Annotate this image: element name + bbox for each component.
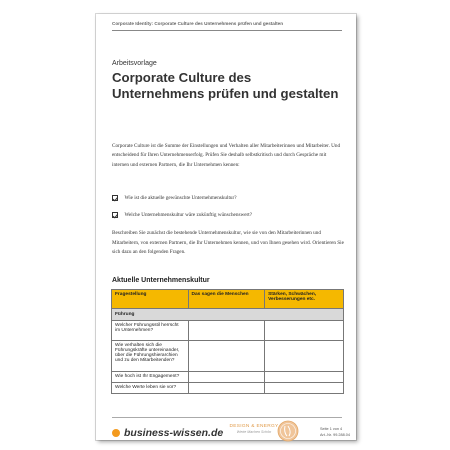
page-number: Seite 1 von 4 — [320, 427, 343, 431]
page-title: Corporate Culture des Unternehmens prüfen und gestalten — [112, 70, 339, 101]
checkbox-icon — [112, 195, 118, 201]
table-row — [112, 321, 344, 341]
table-section-row — [112, 309, 344, 321]
table-row — [112, 341, 344, 372]
brand-dot-icon — [112, 429, 120, 437]
design-logo-tagline: Werte Machen Schön — [236, 430, 272, 434]
design-energy-logo — [226, 424, 282, 434]
notes-cell[interactable] — [265, 383, 344, 394]
checkbox-icon — [112, 212, 118, 218]
brand-logo[interactable] — [112, 427, 223, 439]
table-title: Aktuelle Unternehmenskultur — [112, 277, 210, 284]
seal-icon — [277, 420, 299, 442]
checklist-item-label: Wie ist die aktuelle gewünschte Unternehmenskultur? — [124, 195, 237, 201]
page-info — [320, 426, 350, 438]
column-header: Das sagen die Menschen — [188, 290, 265, 309]
describe-paragraph: Beschreiben Sie zunächst die bestehende Unternehmenskultur, wie sie von den Mitarbeiterinnen und Mitarbeitern, von externen Partnern, die Ihr Unternehmen kennen, und von Ihnen gesehen wird. Orientieren Sie sich dazu an den folgenden Fragen. — [112, 230, 344, 255]
checklist-item — [112, 195, 237, 201]
table-header-row — [112, 290, 344, 309]
question-cell: Welcher Führungsstil herrscht im Unternehmen? — [112, 321, 189, 341]
running-header: Corporate Identity: Corporate Culture des Unternehmens prüfen und gestalten — [112, 21, 284, 26]
document-page — [96, 14, 356, 440]
notes-cell[interactable] — [265, 372, 344, 383]
checklist-item — [112, 212, 252, 218]
column-header: Stärken, Schwächen, Verbesserungen etc. — [265, 290, 344, 309]
answer-cell[interactable] — [188, 383, 265, 394]
design-logo-title: DESIGN & ENERGY — [229, 424, 279, 429]
article-number: Art.-Nr. 99.288.04 — [320, 433, 350, 437]
column-header: Fragestellung — [112, 290, 189, 309]
table-row — [112, 372, 344, 383]
checklist-item-label: Welche Unternehmenskultur wäre zukünftig wünschenswert? — [124, 212, 252, 218]
notes-cell[interactable] — [265, 321, 344, 341]
intro-paragraph: Corporate Culture ist die Summe der Einstellungen und Verhalten aller Mitarbeiterinnen und Mitarbeiter. Und entscheidend für Ihren Unternehmenserfolg. Prüfen Sie deshalb selbstkritisch und durch Gespräche mit internen und externen Partnern, die Ihr Unternehmen kennen: — [112, 143, 341, 168]
footer-divider — [112, 417, 342, 418]
brand-name: business-wissen.de — [124, 427, 224, 439]
header-divider — [112, 30, 342, 31]
notes-cell[interactable] — [265, 341, 344, 372]
answer-cell[interactable] — [188, 321, 265, 341]
table-row — [112, 383, 344, 394]
section-label: Führung — [112, 309, 344, 321]
question-cell: Wie verhalten sich die Führungskräfte untereinander, über die Führungshierarchien und zu den Mitarbeitenden? — [112, 341, 189, 372]
question-cell: Welche Werte leben sie vor? — [112, 383, 189, 394]
culture-table — [111, 289, 344, 394]
answer-cell[interactable] — [188, 372, 265, 383]
document-kind: Arbeitsvorlage — [112, 60, 157, 67]
question-cell: Wie hoch ist Ihr Engagement? — [112, 372, 189, 383]
answer-cell[interactable] — [188, 341, 265, 372]
